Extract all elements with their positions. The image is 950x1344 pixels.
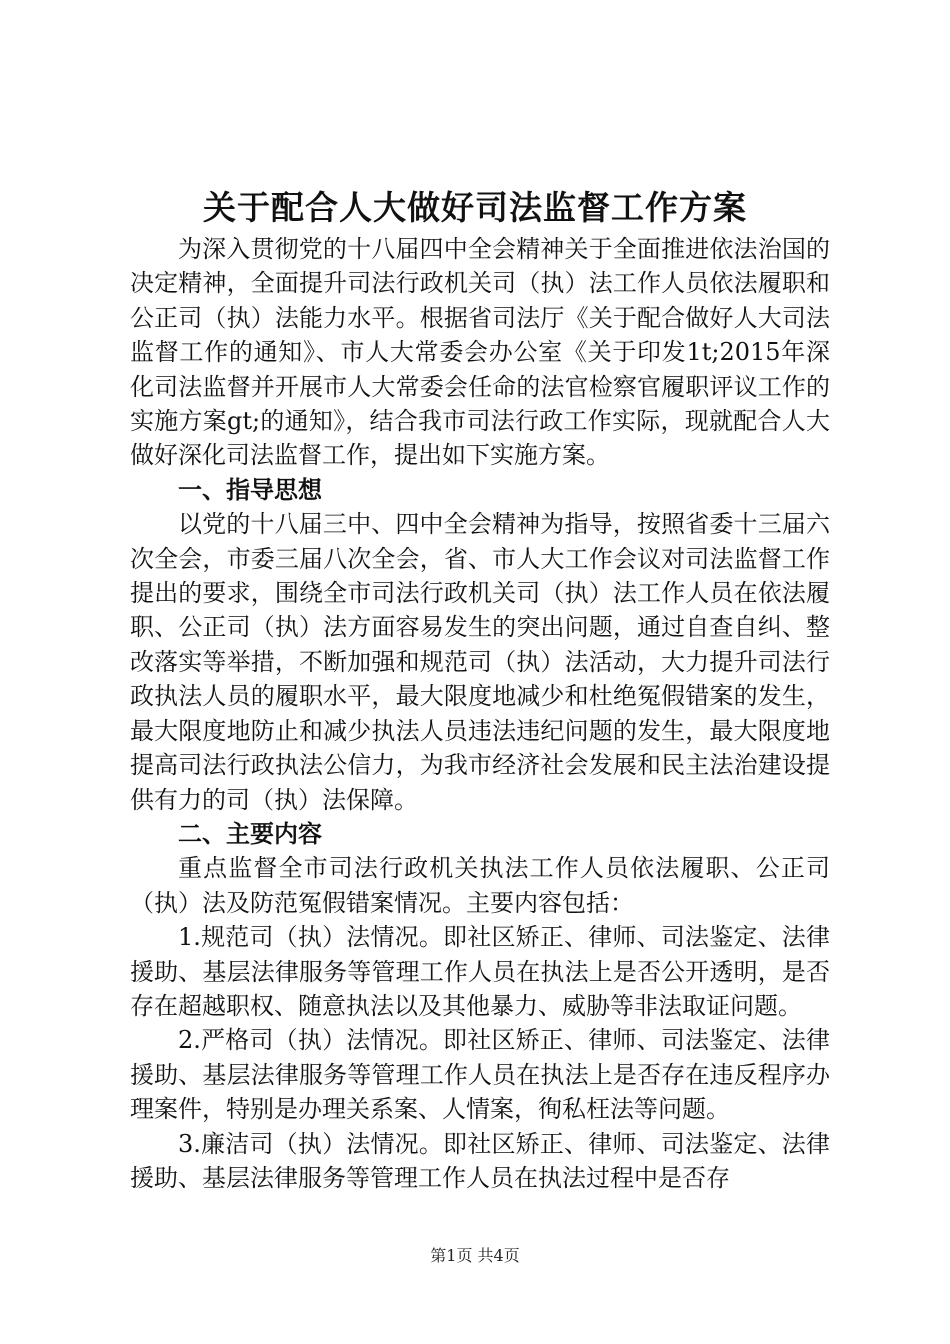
paragraph-intro: 为深入贯彻党的十八届四中全会精神关于全面推进依法治国的决定精神，全面提升司法行政机关司（执）法工作人员依法履职和公正司（执）法能力水平。根据省司法厅《关于配合做好人大司法监督工作的通知》、市人大常委会办公室《关于印发1t;2015年深化司法监督并开展市人大常委会任命的法官检察官履职评议工作的实施方案gt;的通知》，结合我市司法行政工作实际，现就配合人大做好深化司法监督工作，提出如下实施方案。 (130, 235, 830, 470)
paragraph-main-content: 重点监督全市司法行政机关执法工作人员依法履职、公正司（执）法及防范冤假错案情况。主要内容包括： (130, 854, 830, 917)
paragraph-item-3: 3.廉洁司（执）法情况。即社区矫正、律师、司法鉴定、法律援助、基层法律服务等管理工作人员在执法过程中是否存 (130, 1129, 830, 1192)
section-heading-main-content: 二、主要内容 (178, 819, 322, 848)
page-footer: 第1页 共4页 (430, 1246, 520, 1265)
paragraph-item-1: 1.规范司（执）法情况。即社区矫正、律师、司法鉴定、法律援助、基层法律服务等管理工作人员在执法上是否公开透明，是否存在超越职权、随意执法以及其他暴力、威胁等非法取证问题。 (130, 923, 830, 1020)
document-title: 关于配合人大做好司法监督工作方案 (203, 188, 747, 227)
paragraph-guiding-ideology: 以党的十八届三中、四中全会精神为指导，按照省委十三届六次全会，市委三届八次全会，省、市人大工作会议对司法监督工作提出的要求，围绕全市司法行政机关司（执）法工作人员在依法履职、公正司（执）法方面容易发生的突出问题，通过自查自纠、整改落实等举措，不断加强和规范司（执）法活动，大力提升司法行政执法人员的履职水平，最大限度地减少和杜绝冤假错案的发生，最大限度地防止和减少执法人员违法违纪问题的发生，最大限度地提高司法行政执法公信力，为我市经济社会发展和民主法治建设提供有力的司（执）法保障。 (130, 510, 830, 814)
paragraph-item-2: 2.严格司（执）法情况。即社区矫正、律师、司法鉴定、法律援助、基层法律服务等管理工作人员在执法上是否存在违反程序办理案件，特别是办理关系案、人情案，徇私枉法等问题。 (130, 1026, 830, 1124)
section-heading-guiding-ideology: 一、指导思想 (178, 475, 322, 504)
document-body (130, 232, 830, 1195)
